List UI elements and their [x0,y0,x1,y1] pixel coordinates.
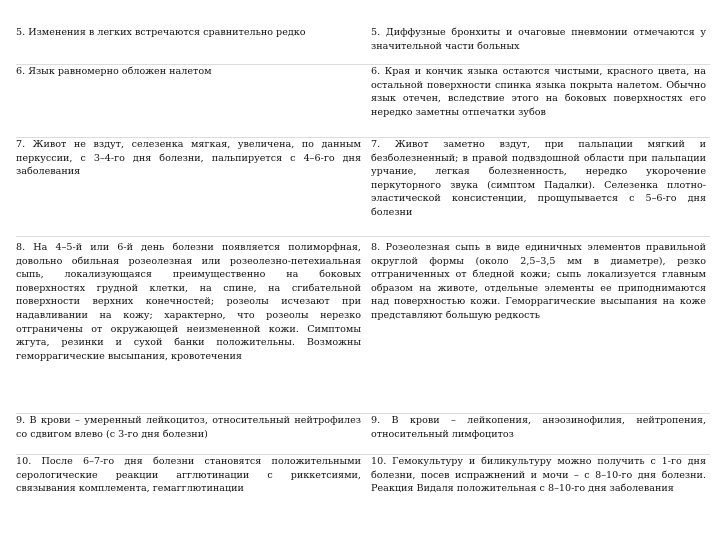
table-row [16,26,710,65]
table-row [16,237,710,414]
comparison-table [16,26,710,505]
right-cell [365,26,710,65]
right-cell-text: 7. Живот заметно вздут, при пальпации мягкий и безболезненный; в правой подвздошной области при пальпации урчание, легкая болезненность, нередко укорочение перкуторного звука (симптом Падалки). Селезенка плотно-эластической консистенции, прощупывается с 5–6-го дня болезни [371,139,706,218]
right-cell-text: 8. Розеолезная сыпь в виде единичных элементов правильной округлой формы (около 2,5–3,5 мм в диаметре), резко отграниченных от бледной кожи; сыпь локализуется главным образом на животе, отдельные элементы ее приподнимаются над поверхностью кожи. Геморрагические высыпания на коже представляют большую редкость [371,242,706,321]
right-cell [365,237,710,414]
left-cell [16,26,365,65]
right-cell-text: 10. Гемокультуру и биликультуру можно получить с 1-го дня болезни, посев испражнений и мочи – с 8–10-го дня болезни. Реакция Видаля положительная с 8–10-го дня заболевания [371,456,706,495]
right-cell-text: 6. Края и кончик языка остаются чистыми, красного цвета, на остальной поверхности спинка языка покрыта налетом. Обычно язык отечен, вследствие этого на боковых поверхностях его нередко заметны отпечатки зубов [371,66,706,118]
left-cell-text: 7. Живот не вздут, селезенка мягкая, увеличена, по данным перкуссии, с 3–4-го дня болезни, пальпируется с 4–6-го дня заболевания [16,139,361,178]
left-cell-text: 10. После 6–7-го дня болезни становятся положительными серологические реакции агглютинации с риккетсиями, связывания комплемента, гемагглютинации [16,456,361,495]
right-cell [365,455,710,506]
table-row [16,455,710,506]
right-cell [365,138,710,237]
left-cell [16,237,365,414]
right-cell [365,65,710,138]
left-cell [16,414,365,455]
left-cell-text: 6. Язык равномерно обложен налетом [16,66,212,77]
left-cell-text: 5. Изменения в легких встречаются сравнительно редко [16,27,306,38]
table-row [16,65,710,138]
table-row [16,414,710,455]
left-cell-text: 8. На 4–5-й или 6-й день болезни появляется полиморфная, довольно обильная розеолезная или розеолезно-петехиальная сыпь, локализующаяся преимущественно на боковых поверхностях грудной клетки, на спине, на сгибательной поверхности верхних конечностей; розеолы исчезают при надавливании на кожу; характерно, что розеолы нерезко отграничены от окружающей неизмененной кожи. Симптомы жгута, резинки и сухой банки положительны. Возможны геморрагические высыпания, кровотечения [16,242,361,362]
right-cell [365,414,710,455]
left-cell-text: 9. В крови – умеренный лейкоцитоз, относительный нейтрофилез со сдвигом влево (с 3-го дня болезни) [16,415,361,440]
right-cell-text: 9. В крови – лейкопения, анэозинофилия, нейтропения, относительный лимфоцитоз [371,415,706,440]
left-cell [16,65,365,138]
table-row [16,138,710,237]
left-cell [16,138,365,237]
comparison-table-sheet [16,26,710,505]
right-cell-text: 5. Диффузные бронхиты и очаговые пневмонии отмечаются у значительной части больных [371,27,706,52]
left-cell [16,455,365,506]
